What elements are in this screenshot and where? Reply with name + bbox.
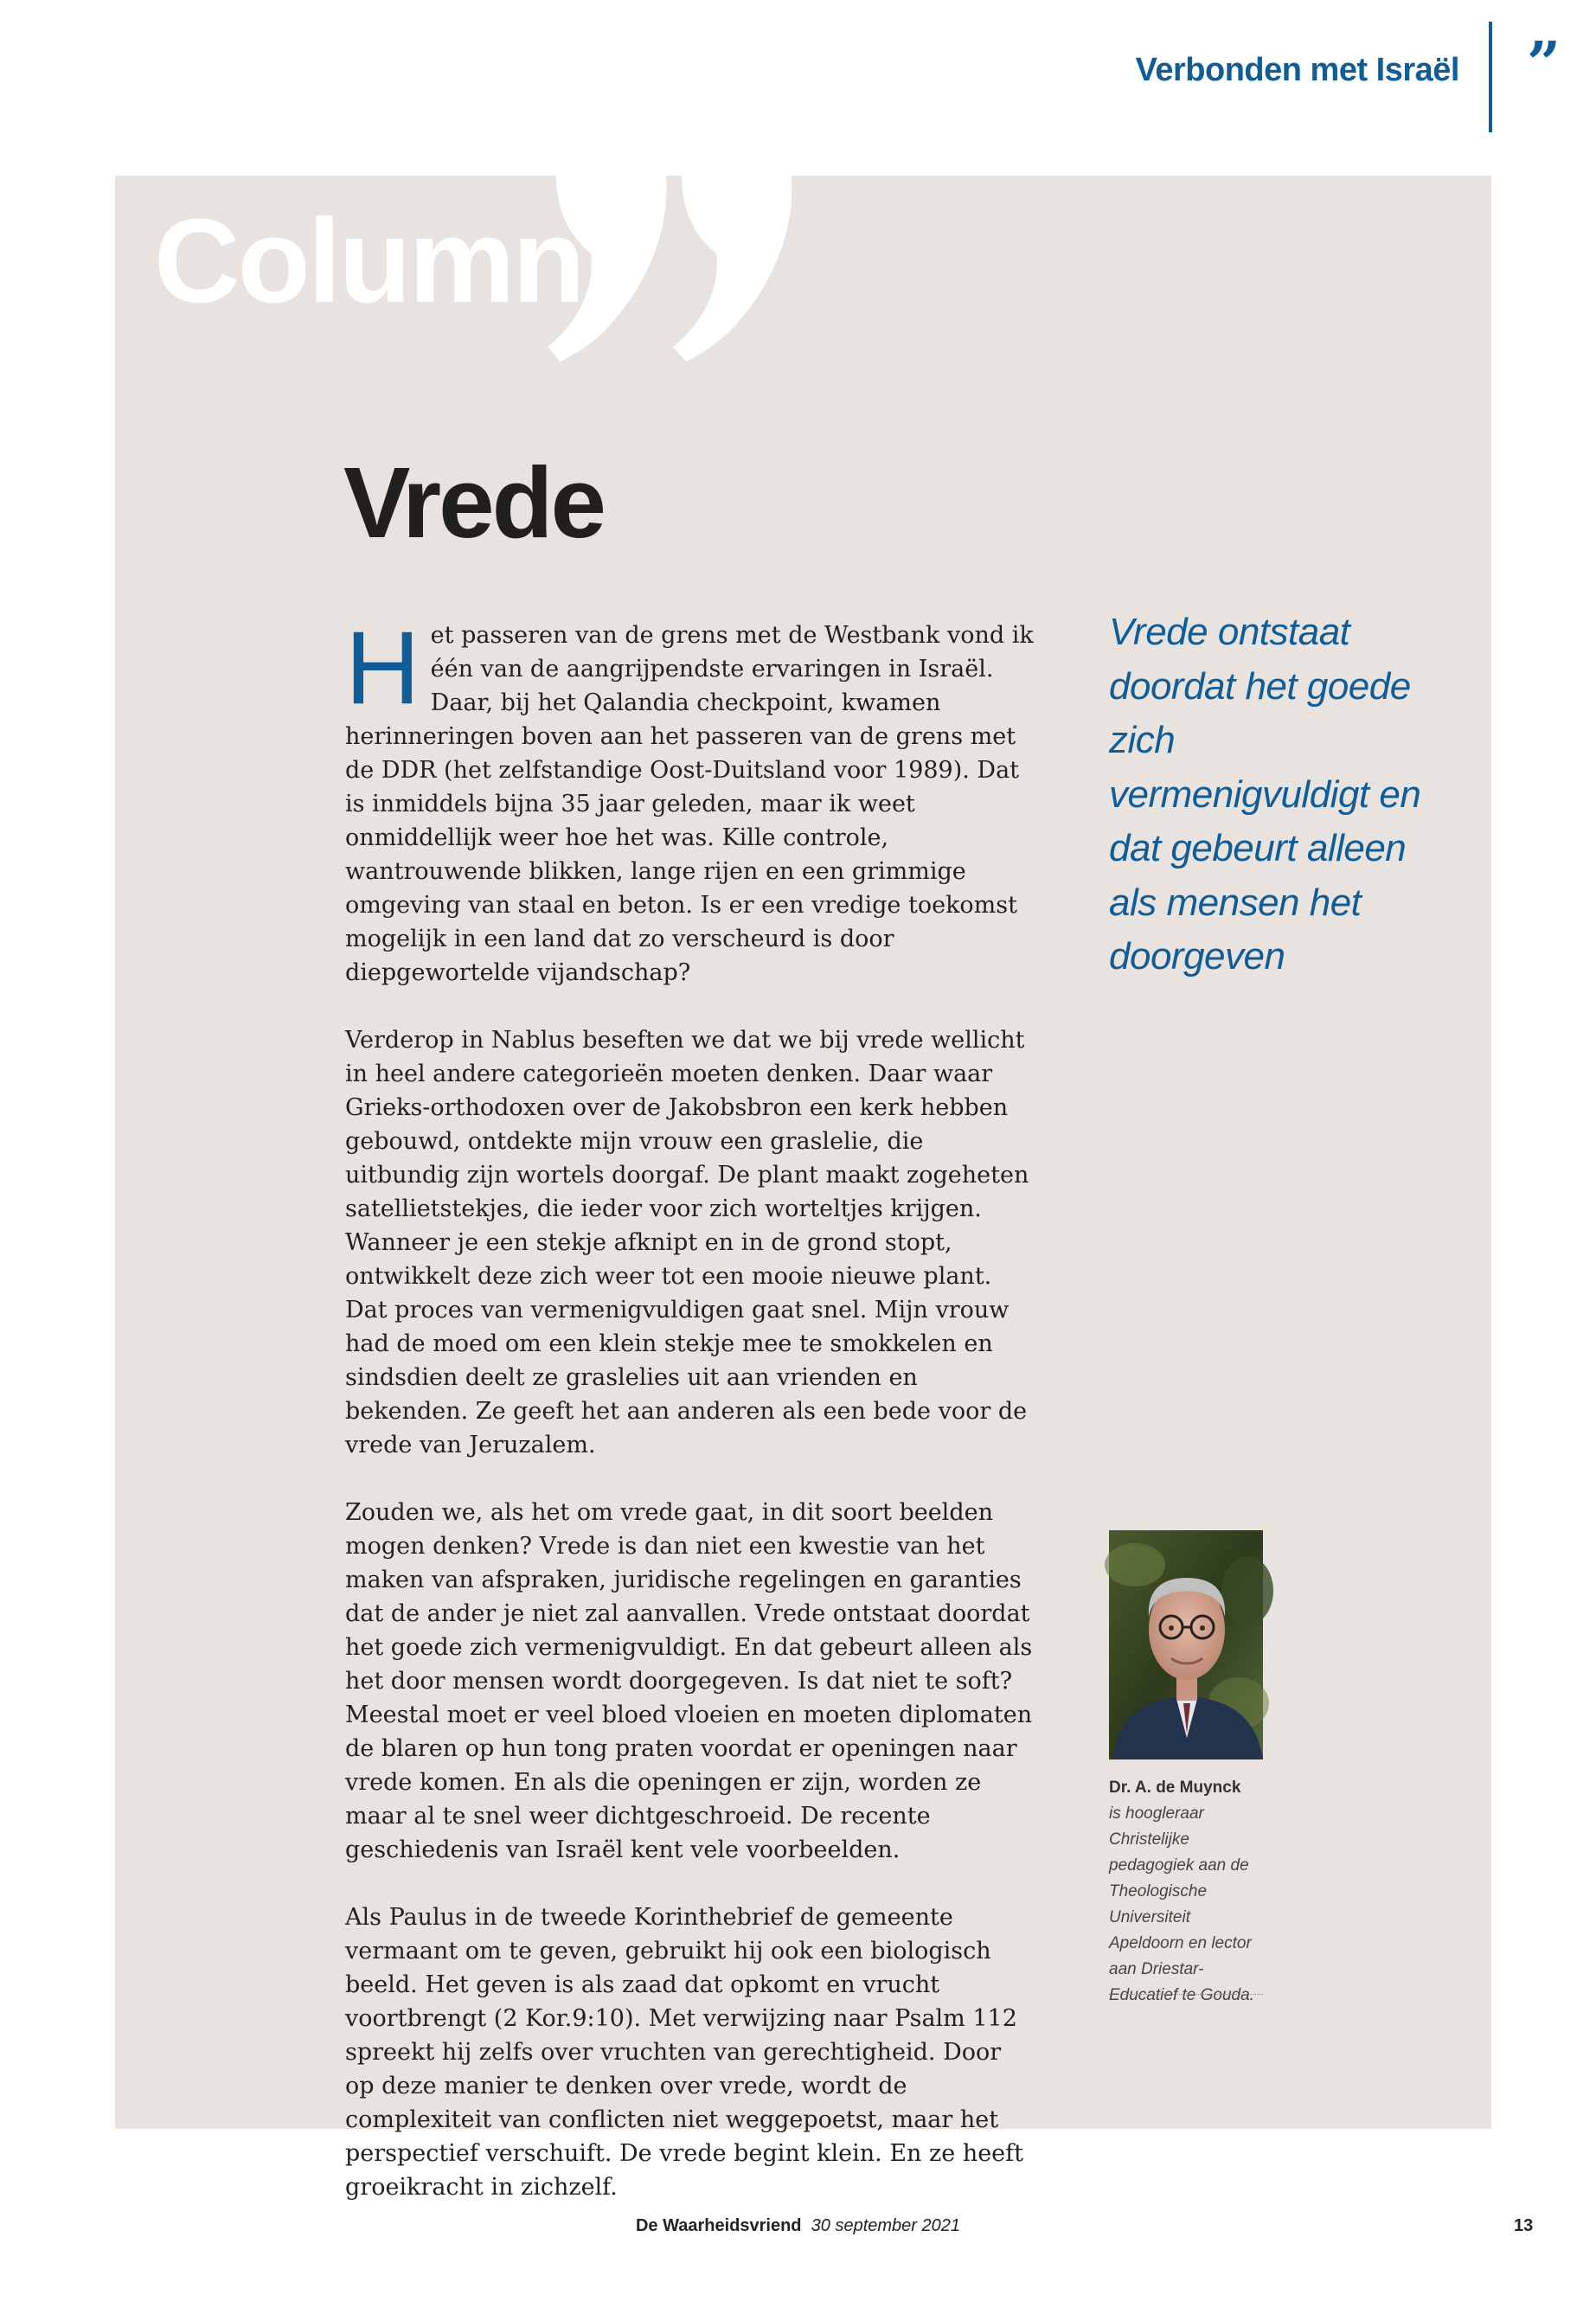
article-paragraph: Verderop in Nablus beseften we dat we bij vrede wellicht in heel andere categorieën moeten denken. Daar waar Grieks-orthodoxen over de Jakobsbron een kerk hebben gebouwd, ontdekte mijn vrouw een graslelie, die uitbundig zijn wortels doorgaf. De plant maakt zogeheten satellietstekjes, die ieder voor zich worteltjes krijgen. Wanneer je een stekje afknipt en in de grond stopt, ontwikkelt deze zich weer tot een mooie nieuwe plant. Dat proces van vermenigvuldigen gaat snel. Mijn vrouw had de moed om een klein stekje mee te smokkelen en sindsdien deelt ze graslelies uit aan vrienden en bekenden. Ze geeft het aan anderen als een bede voor de vrede van Jeruzalem. <box>345 1027 1029 1458</box>
article-body <box>345 610 1037 2238</box>
paragraph-text: et passeren van de grens met de Westbank vond ik één van de aangrijpendste ervaringen in Israël. Daar, bij het Qalandia checkpoint, kwamen herinneringen boven aan het passeren van de grens met de DDR (het zelfstandige Oost-Duitsland voor 1989). Dat is inmiddels bijna 35 jaar geleden, maar ik weet onmiddellijk weer hoe het was. Kille controle, wantrouwende blikken, lange rijen en een grimmige omgeving van staal en beton. Is er een vredige toekomst mogelijk in een land dat zo verscheurd is door diepgewortelde vijandschap? <box>345 622 1034 986</box>
author-caption <box>1109 1775 1263 2009</box>
article-paragraph: Zouden we, als het om vrede gaat, in dit soort beelden mogen denken? Vrede is dan niet een kwestie van het maken van afspraken, juridische regelingen en garanties dat de ander je niet zal aanvallen. Vrede ontstaat doordat het goede zich vermenigvuldigt. En dat gebeurt alleen als het door mensen wordt doorgegeven. Is dat niet te soft? Meestal moet er veel bloed vloeien en moeten diplomaten de blaren op hun tong praten voordat er openingen naar vrede komen. En als die openingen er zijn, worden ze maar al te snel weer dichtgeschroeid. De recente geschiedenis van Israël kent vele voorbeelden. <box>345 1499 1033 1863</box>
page-number: 13 <box>1514 2216 1534 2235</box>
article-paragraph <box>345 610 1037 990</box>
caption-divider <box>1109 1994 1263 1995</box>
header-divider <box>1489 22 1492 132</box>
publication-name: De Waarheidsvriend <box>635 2216 802 2235</box>
column-label: Column <box>154 195 583 328</box>
large-quote-icon <box>530 141 824 401</box>
publication-date: 30 september 2021 <box>811 2216 960 2235</box>
article-paragraph: Als Paulus in de tweede Korinthebrief de gemeente vermaant om te geven, gebruikt hij ook een biologisch beeld. Het geven is als zaad dat opkomt en vrucht voortbrengt (2 Kor.9:10). Met verwijzing naar Psalm 112 spreekt hij zelfs over vruchten van gerechtigheid. Door op deze manier te denken over vrede, wordt de complexiteit van conflicten niet weggepoetst, maar het perspectief verschuift. De vrede begint klein. En ze heeft groeikracht in zichzelf. <box>345 1904 1024 2201</box>
author-description: is hoogleraar Christelijke pedagogiek aan de Theologische Universiteit Apeldoorn en lector aan Driestar-Educatief te Gouda. <box>1109 1804 1254 2004</box>
footer-publication <box>0 2216 1596 2236</box>
drop-cap: H <box>345 610 420 726</box>
author-photo <box>1109 1530 1263 1759</box>
column-panel <box>115 176 1491 2201</box>
section-title: Verbonden met Israël <box>1135 52 1459 88</box>
closing-quote-icon: ” <box>1527 29 1561 99</box>
pull-quote: Vrede ontstaat doordat het goede zich vermenigvuldigt en dat gebeurt alleen als mensen het doorgeven <box>1109 611 1421 977</box>
article-title: Vrede <box>343 446 604 559</box>
author-name: Dr. A. de Muynck <box>1109 1779 1241 1797</box>
